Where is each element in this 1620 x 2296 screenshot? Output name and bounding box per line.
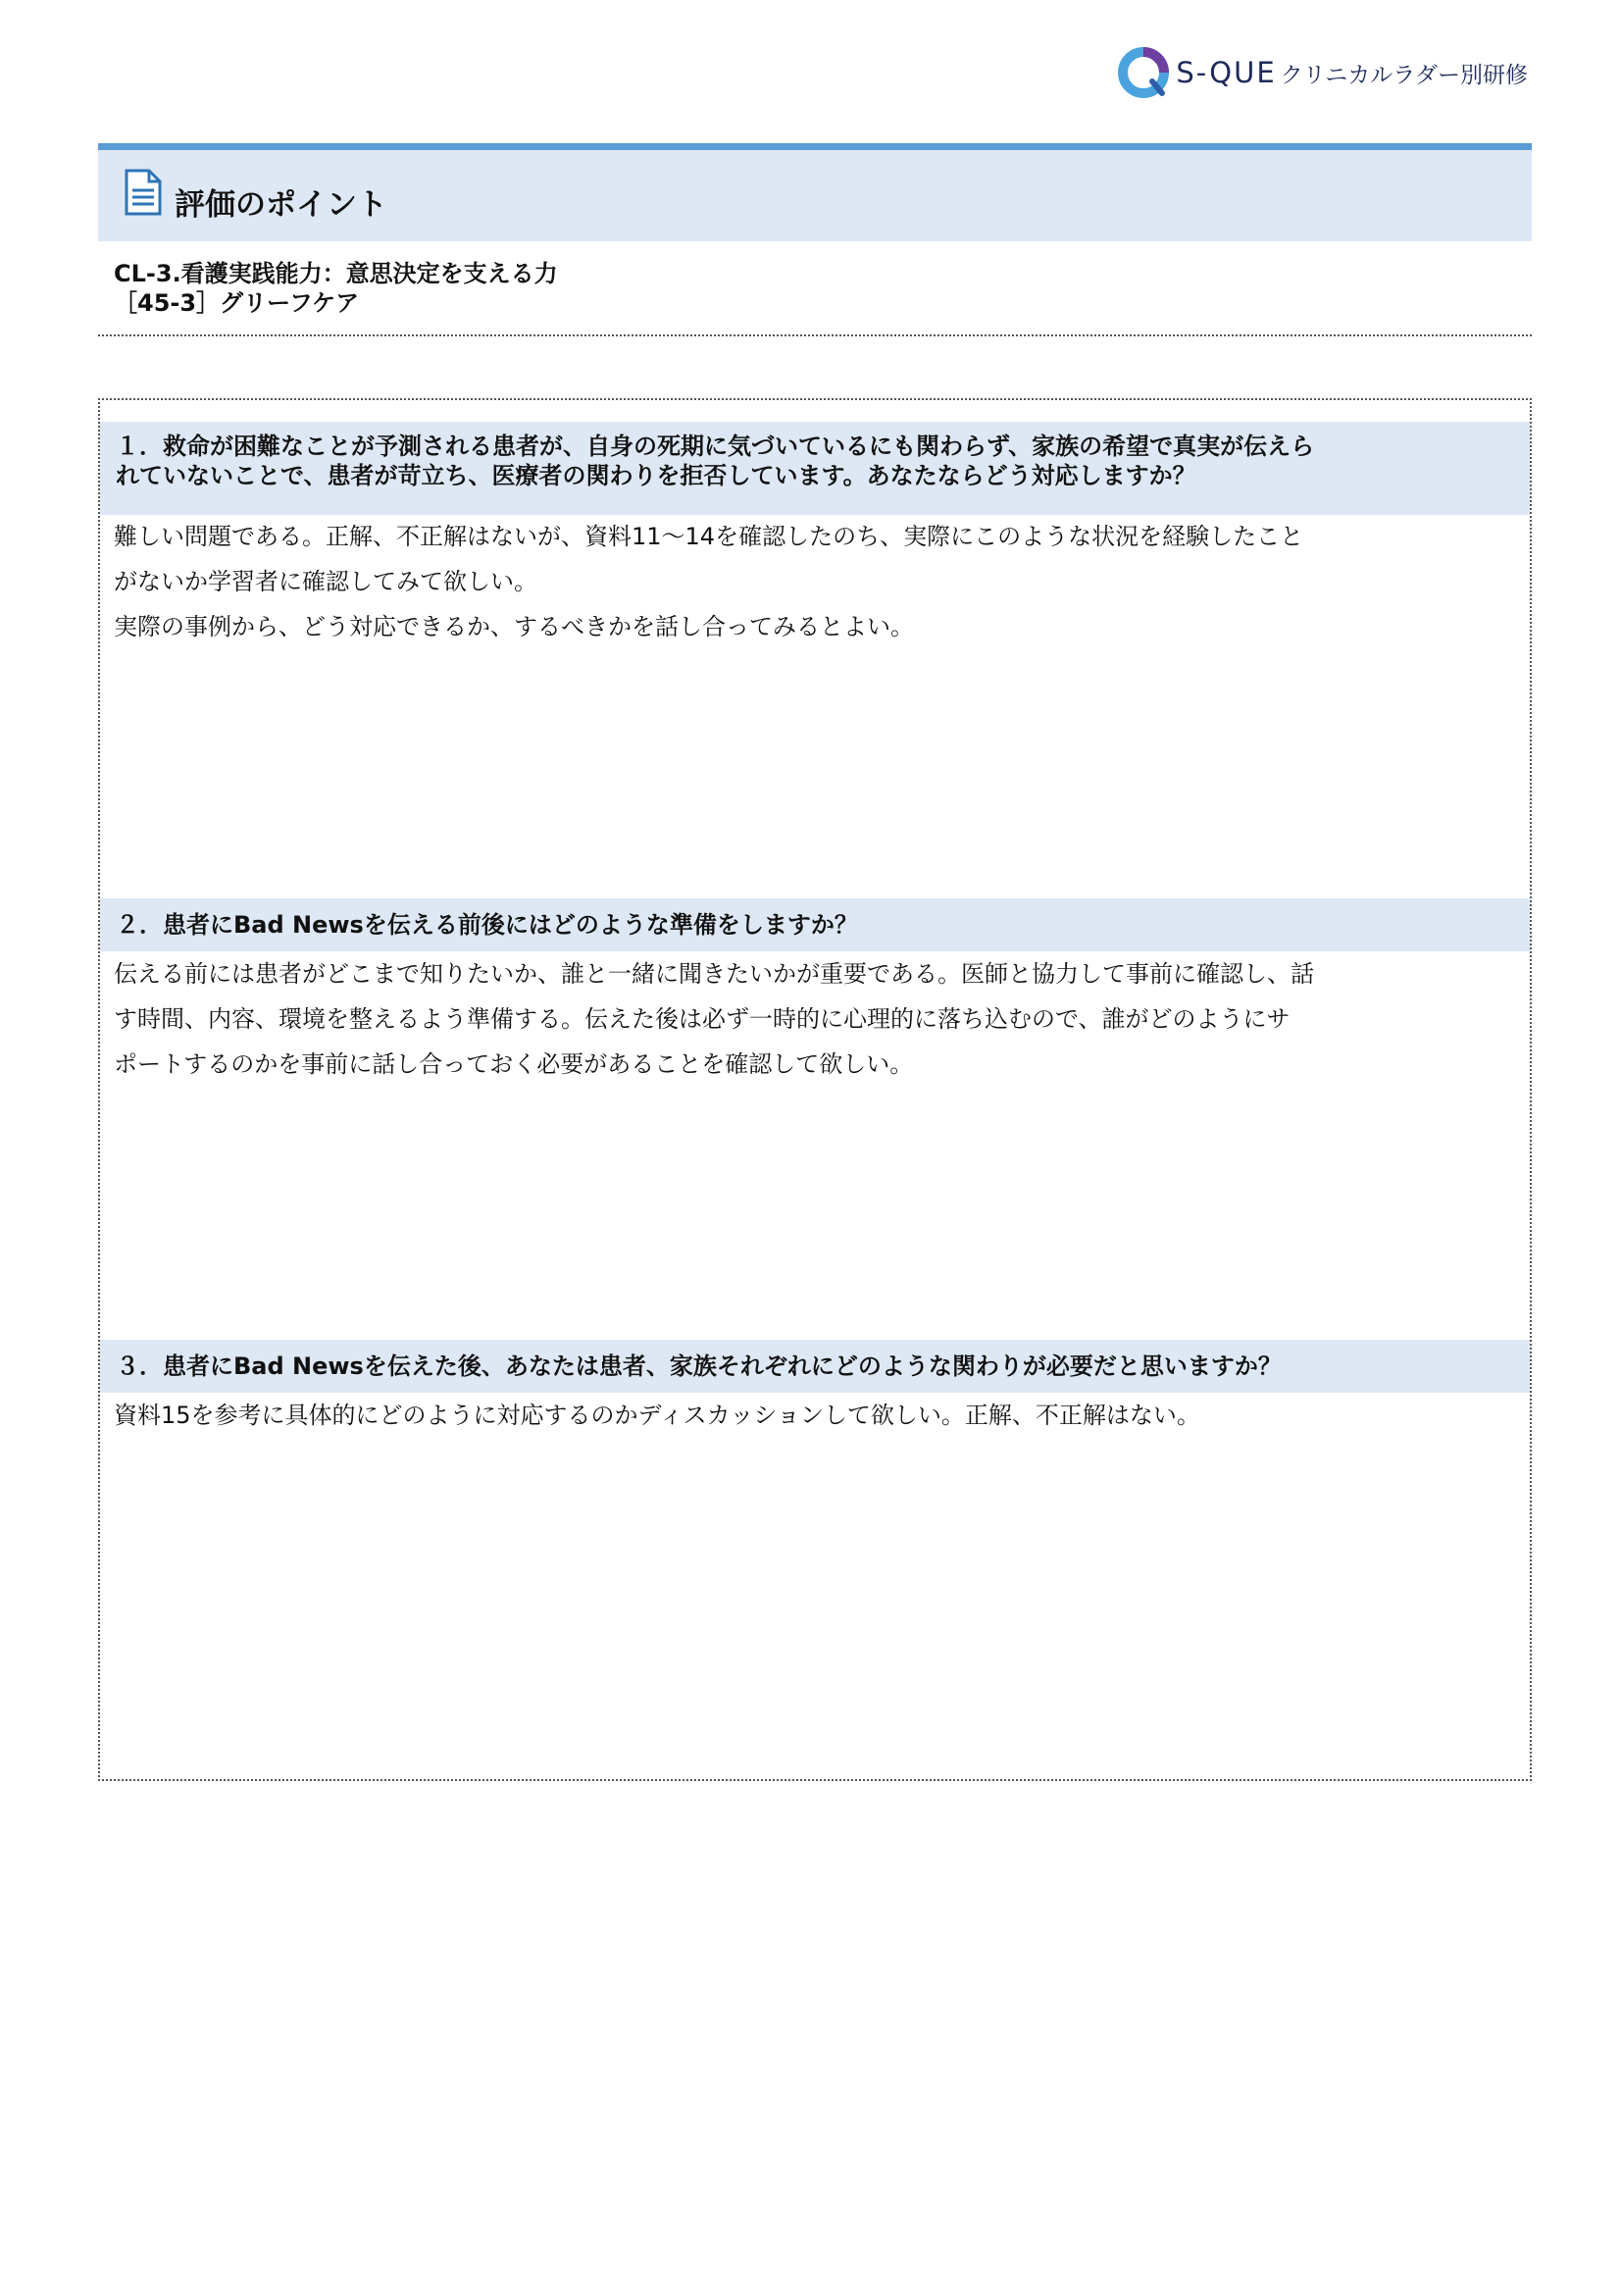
question-3-line-1: ３．患者にBad Newsを伝えた後、あなたは患者、家族それぞれにどのような関わりが必要だと思いますか？ — [116, 1352, 1282, 1380]
section-header — [98, 143, 1532, 241]
answer-2-line-3: ポートするのかを事前に話し合っておく必要があることを確認して欲しい。 — [114, 1050, 914, 1078]
qa-frame — [98, 398, 1532, 1781]
question-2-line-1: ２．患者にBad Newsを伝える前後にはどのような準備をしますか？ — [116, 911, 858, 939]
question-3 — [100, 1340, 1530, 1393]
answer-3-line-1: 資料15を参考に具体的にどのように対応するのかディスカッションして欲しい。正解、不正解はない。 — [114, 1402, 1200, 1429]
answer-1 — [114, 514, 1518, 649]
question-1-line-2: れていないことで、患者が苛立ち、医療者の関わりを拒否しています。あなたならどう対応しますか？ — [116, 462, 1196, 489]
question-1-line-1: １．救命が困難なことが予測される患者が、自身の死期に気づいているにも関わらず、家族の希望で真実が伝えら — [116, 433, 1315, 460]
answer-1-line-1: 難しい問題である。正解、不正解はないが、資料11～14を確認したのち、実際にこのような状況を経験したこと — [114, 523, 1304, 550]
brand-subtitle: クリニカルラダー別研修 — [1280, 62, 1528, 88]
brand-logo — [1117, 43, 1528, 102]
answer-2 — [114, 951, 1518, 1087]
answer-1-line-2: がないか学習者に確認してみて欲しい。 — [114, 568, 537, 595]
question-2 — [100, 898, 1530, 951]
document-icon — [124, 169, 163, 216]
answer-3 — [114, 1393, 1518, 1438]
module-label: ［45-3］グリーフケア — [114, 289, 360, 317]
s-que-logo-icon — [1117, 46, 1170, 99]
divider — [98, 334, 1532, 336]
answer-2-line-2: す時間、内容、環境を整えるよう準備する。伝えた後は必ず一時的に心理的に落ち込むので、誰がどのようにサ — [114, 1005, 1291, 1033]
question-1 — [100, 422, 1530, 515]
page-title: 評価のポイント — [175, 187, 387, 223]
answer-1-line-3: 実際の事例から、どう対応できるか、するべきかを話し合ってみるとよい。 — [114, 613, 914, 640]
brand-name: S-QUE — [1176, 56, 1277, 89]
answer-2-line-1: 伝える前には患者がどこまで知りたいか、誰と一緒に聞きたいかが重要である。医師と協力して事前に確認し、話 — [114, 960, 1314, 988]
competency-label: CL-3.看護実践能力：意思決定を支える力 — [114, 260, 558, 287]
course-meta — [114, 259, 1526, 318]
